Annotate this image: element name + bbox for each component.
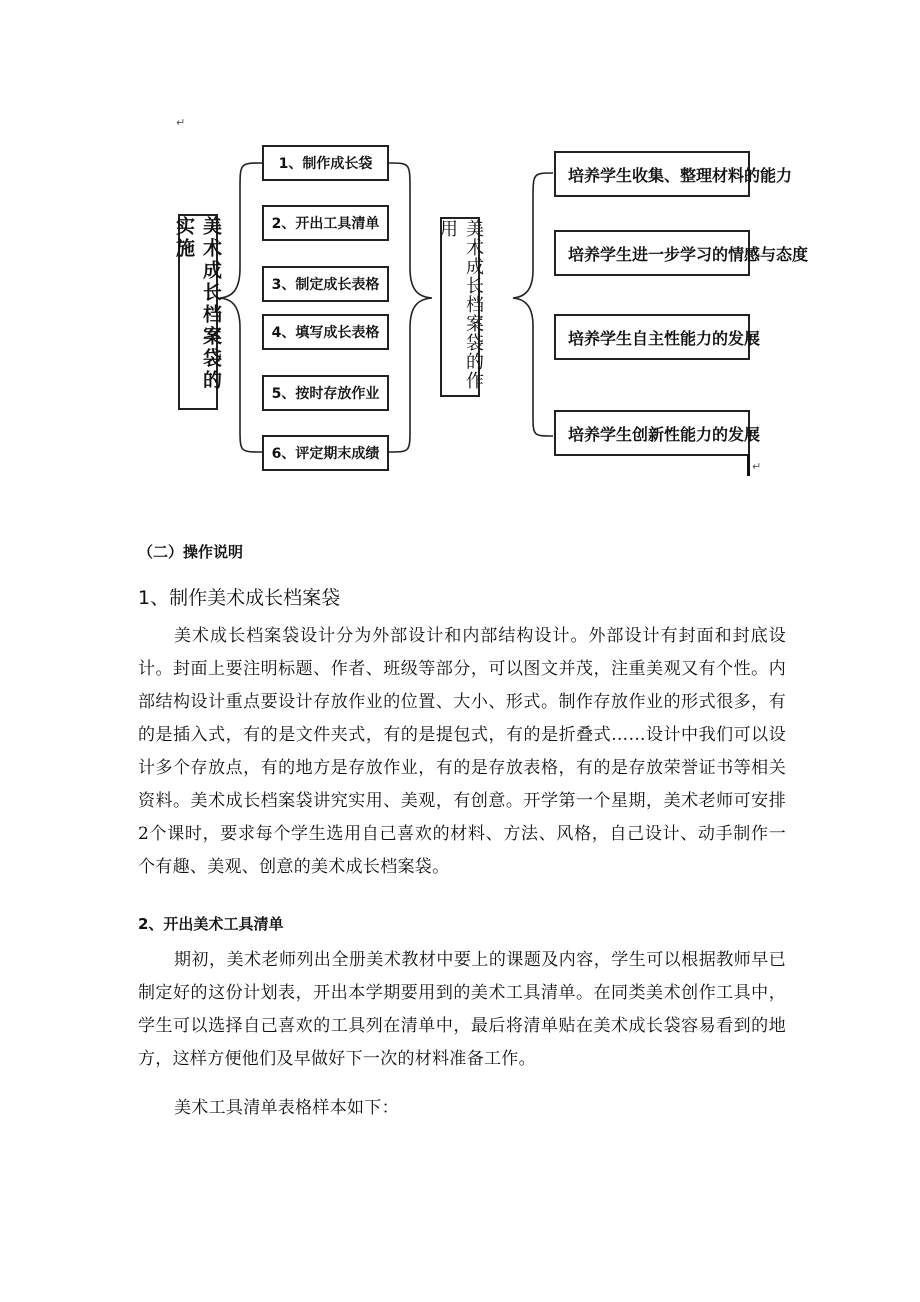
step-label: 5、按时存放作业 (271, 386, 380, 402)
paragraph-2: 期初，美术老师列出全册美术教材中要上的课题及内容，学生可以根据教师早已制定好的这份计划表，开出本学期要用到的美术工具清单。在同类美术创作工具中，学生可以选择自己喜欢的工具列在清单中，最后将清单贴在美术成长袋容易看到的地方，这样方便他们及早做好下一次的材料准备工作。 (138, 950, 786, 1069)
role-box-1 (554, 151, 793, 197)
step-label: 2、开出工具清单 (271, 216, 380, 232)
paragraph-mark: ↵ (176, 116, 186, 129)
role-text: 培养学生创新性能力的发展 (568, 424, 761, 444)
paragraph-1: 美术成长档案袋设计分为外部设计和内部结构设计。外部设计有封面和封底设计。封面上要注明标题、作者、班级等部分，可以图文并茂，注重美观又有个性。内部结构设计重点要设计存放作业的位置、大小、形式。制作存放作业的形式很多，有的是插入式，有的是文件夹式，有的是提包式，有的是折叠式……设计中我们可以设计多个存放点，有的地方是存放作业，有的是存放表格，有的是存放荣誉证书等相关资料。美术成长档案袋讲究实用、美观，有创意。开学第一个星期，美术老师可安排2个课时，要求每个学生选用自己喜欢的材料、方法、风格，自己设计、动手制作一个有趣、美观、创意的美术成长档案袋。 (138, 626, 786, 877)
step-label: 6、评定期末成绩 (271, 446, 380, 462)
text-cursor (747, 454, 750, 476)
role-label-box (437, 217, 484, 397)
role-text: 培养学生收集、整理材料的能力 (568, 165, 793, 185)
role-box-3 (554, 314, 761, 360)
role-label: 美术成长档案袋的作用 (437, 219, 484, 390)
step-label: 3、制定成长表格 (271, 277, 380, 293)
step-box-5 (262, 375, 389, 411)
role-box-4 (554, 410, 761, 456)
step-box-3 (262, 266, 389, 302)
implementation-label: 美术成长档案袋的实施 (173, 216, 222, 392)
paragraph-mark: ↵ (752, 460, 762, 473)
flow-diagram (0, 0, 920, 500)
step-box-2 (262, 205, 389, 241)
role-text: 培养学生进一步学习的情感与态度 (568, 244, 809, 264)
heading-1: 1、制作美术成长档案袋 (138, 587, 341, 609)
role-box-2 (554, 230, 809, 276)
paragraph-3: 美术工具清单表格样本如下： (174, 1098, 399, 1118)
step-box-6 (262, 435, 389, 471)
role-text: 培养学生自主性能力的发展 (568, 328, 761, 348)
step-box-1 (262, 145, 389, 181)
step-label: 1、制作成长袋 (278, 156, 373, 172)
section-heading: （二）操作说明 (138, 543, 244, 561)
step-label: 4、填写成长表格 (271, 325, 380, 341)
heading-2: 2、开出美术工具清单 (138, 915, 284, 933)
step-box-4 (262, 314, 389, 350)
